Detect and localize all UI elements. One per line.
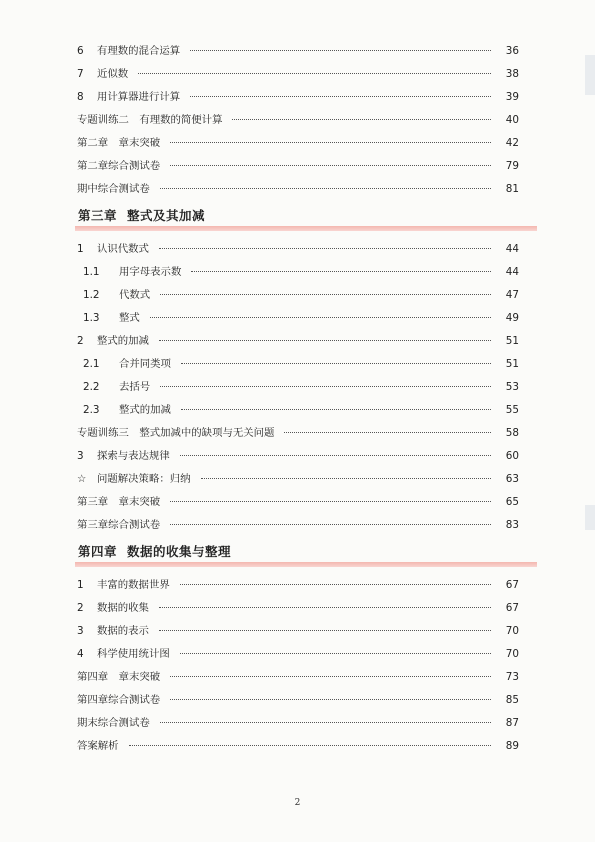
toc-entry — [77, 109, 519, 132]
entry-number: 1 — [77, 243, 84, 255]
entry-number: 2.2 — [83, 381, 100, 393]
entry-page-number: 67 — [505, 579, 519, 591]
dot-leader — [181, 363, 491, 364]
entry-page-number: 87 — [505, 717, 519, 729]
dot-leader — [170, 142, 491, 143]
entry-title: 有理数的混合运算 — [97, 45, 181, 57]
dot-leader — [284, 432, 491, 433]
toc-entry — [77, 643, 519, 666]
chapter-title: 数据的收集与整理 — [127, 544, 232, 559]
entry-page-number: 65 — [505, 496, 519, 508]
dot-leader — [170, 676, 491, 677]
toc-entry — [77, 40, 519, 63]
entry-page-number: 67 — [505, 602, 519, 614]
entry-page-number: 36 — [505, 45, 519, 57]
dot-leader — [190, 50, 491, 51]
dot-leader — [190, 96, 491, 97]
entry-title: 探索与表达规律 — [97, 450, 170, 462]
entry-title: 第四章 章末突破 — [77, 671, 161, 683]
entry-title: 专题训练三 整式加减中的缺项与无关问题 — [77, 427, 275, 439]
entry-title: 去括号 — [119, 381, 151, 393]
entry-title: 用计算器进行计算 — [97, 91, 181, 103]
entry-title: 整式的加减 — [97, 335, 149, 347]
entry-title: 丰富的数据世界 — [97, 579, 170, 591]
entry-title: 问题解决策略：归纳 — [97, 473, 191, 485]
toc-entry — [77, 712, 519, 735]
toc-entry — [77, 261, 519, 284]
toc-entry — [77, 445, 519, 468]
entry-number: 1 — [77, 579, 84, 591]
toc-entry — [77, 735, 519, 758]
entry-title: 答案解析 — [77, 740, 119, 752]
entry-number: 8 — [77, 91, 84, 103]
entry-page-number: 53 — [505, 381, 519, 393]
entry-page-number: 81 — [505, 183, 519, 195]
entry-number: 6 — [77, 45, 84, 57]
entry-title: 整式 — [119, 312, 140, 324]
dot-leader — [160, 722, 491, 723]
dot-leader — [180, 584, 491, 585]
dot-leader — [170, 165, 491, 166]
toc-entry — [77, 422, 519, 445]
toc-entry — [77, 307, 519, 330]
entry-title: 期末综合测试卷 — [77, 717, 150, 729]
dot-leader — [129, 745, 491, 746]
dot-leader — [160, 386, 491, 387]
chapter-heading — [77, 203, 519, 233]
entry-number: 2.1 — [83, 358, 100, 370]
entry-page-number: 70 — [505, 625, 519, 637]
entry-page-number: 79 — [505, 160, 519, 172]
entry-number: ☆ — [77, 473, 87, 485]
entry-title: 科学使用统计图 — [97, 648, 170, 660]
dot-leader — [170, 501, 491, 502]
entry-number: 1.2 — [83, 289, 100, 301]
entry-page-number: 85 — [505, 694, 519, 706]
entry-title: 代数式 — [119, 289, 151, 301]
dot-leader — [232, 119, 491, 120]
entry-number: 4 — [77, 648, 84, 660]
dot-leader — [160, 294, 491, 295]
entry-title: 第三章 章末突破 — [77, 496, 161, 508]
entry-title: 用字母表示数 — [119, 266, 182, 278]
toc-entry — [77, 132, 519, 155]
entry-page-number: 44 — [505, 266, 519, 278]
page-number: 2 — [294, 798, 301, 808]
entry-title: 第二章 章末突破 — [77, 137, 161, 149]
chapter-number: 第四章 — [78, 544, 118, 559]
entry-page-number: 40 — [505, 114, 519, 126]
table-of-contents — [77, 40, 519, 758]
toc-entry — [77, 399, 519, 422]
entry-page-number: 47 — [505, 289, 519, 301]
toc-entry — [77, 574, 519, 597]
entry-number: 2 — [77, 602, 84, 614]
entry-page-number: 83 — [505, 519, 519, 531]
entry-page-number: 73 — [505, 671, 519, 683]
toc-entry — [77, 376, 519, 399]
toc-entry — [77, 63, 519, 86]
toc-entry — [77, 284, 519, 307]
entry-page-number: 55 — [505, 404, 519, 416]
entry-page-number: 70 — [505, 648, 519, 660]
dot-leader — [170, 524, 491, 525]
entry-page-number: 63 — [505, 473, 519, 485]
entry-title: 第三章综合测试卷 — [77, 519, 161, 531]
entry-title: 第四章综合测试卷 — [77, 694, 161, 706]
dot-leader — [160, 188, 491, 189]
dot-leader — [170, 699, 491, 700]
toc-entry — [77, 666, 519, 689]
dot-leader — [180, 455, 491, 456]
entry-number: 7 — [77, 68, 84, 80]
dot-leader — [159, 630, 491, 631]
dot-leader — [180, 653, 491, 654]
entry-title: 认识代数式 — [97, 243, 149, 255]
entry-page-number: 51 — [505, 358, 519, 370]
entry-page-number: 51 — [505, 335, 519, 347]
toc-entry — [77, 86, 519, 109]
toc-entry — [77, 178, 519, 201]
toc-entry — [77, 238, 519, 261]
page-edge-mark — [585, 505, 595, 530]
toc-entry — [77, 597, 519, 620]
entry-page-number: 49 — [505, 312, 519, 324]
entry-title: 专题训练二 有理数的简便计算 — [77, 114, 223, 126]
dot-leader — [201, 478, 491, 479]
dot-leader — [159, 607, 491, 608]
entry-page-number: 89 — [505, 740, 519, 752]
entry-title: 合并同类项 — [119, 358, 171, 370]
entry-number: 1.3 — [83, 312, 100, 324]
dot-leader — [191, 271, 491, 272]
chapter-heading — [77, 539, 519, 569]
page-edge-mark — [585, 55, 595, 95]
entry-title: 数据的收集 — [97, 602, 149, 614]
entry-page-number: 44 — [505, 243, 519, 255]
toc-entry — [77, 330, 519, 353]
toc-entry — [77, 514, 519, 537]
entry-number: 3 — [77, 625, 84, 637]
toc-entry — [77, 491, 519, 514]
entry-page-number: 39 — [505, 91, 519, 103]
toc-entry — [77, 155, 519, 178]
entry-number: 2 — [77, 335, 84, 347]
entry-page-number: 38 — [505, 68, 519, 80]
chapter-underline — [75, 226, 537, 231]
toc-entry — [77, 468, 519, 491]
entry-number: 2.3 — [83, 404, 100, 416]
toc-entry — [77, 689, 519, 712]
dot-leader — [150, 317, 491, 318]
dot-leader — [159, 340, 491, 341]
chapter-number: 第三章 — [78, 208, 118, 223]
entry-page-number: 42 — [505, 137, 519, 149]
chapter-underline — [75, 562, 537, 567]
chapter-title: 整式及其加减 — [127, 208, 206, 223]
entry-title: 期中综合测试卷 — [77, 183, 150, 195]
dot-leader — [159, 248, 491, 249]
toc-entry — [77, 353, 519, 376]
toc-entry — [77, 620, 519, 643]
dot-leader — [181, 409, 491, 410]
entry-page-number: 60 — [505, 450, 519, 462]
dot-leader — [138, 73, 491, 74]
entry-number: 1.1 — [83, 266, 100, 278]
entry-title: 近似数 — [97, 68, 129, 80]
entry-page-number: 58 — [505, 427, 519, 439]
entry-title: 第二章综合测试卷 — [77, 160, 161, 172]
entry-title: 整式的加减 — [119, 404, 171, 416]
entry-number: 3 — [77, 450, 84, 462]
entry-title: 数据的表示 — [97, 625, 149, 637]
